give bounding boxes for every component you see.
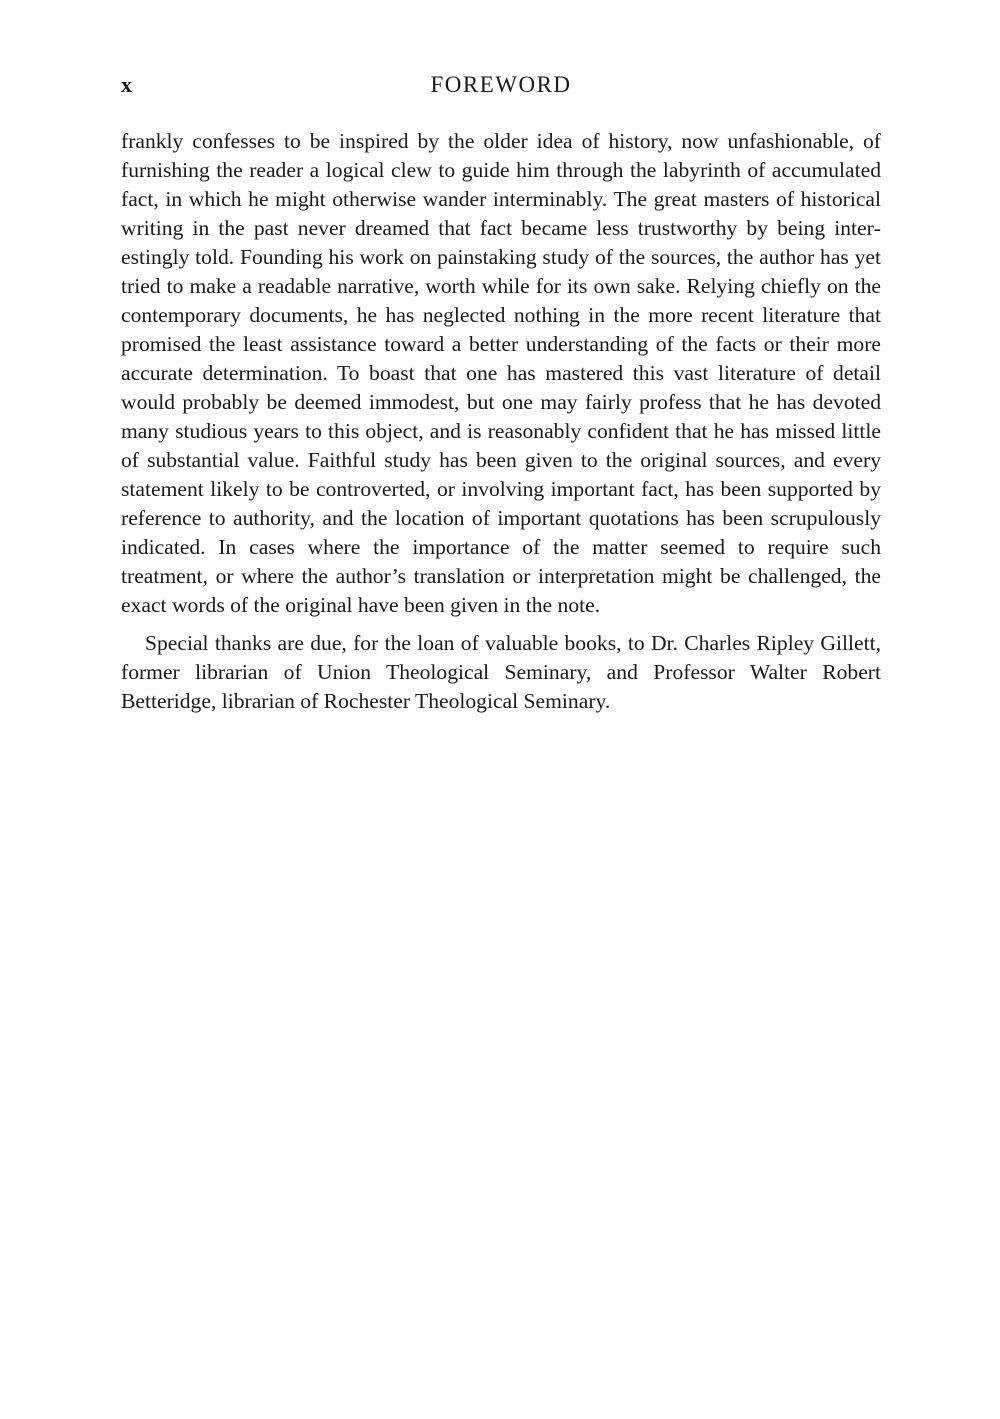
- page-number: x: [121, 72, 133, 97]
- running-head: [121, 72, 881, 106]
- paragraph-1: frankly confesses to be inspired by the older idea of history, now unfashionable, of furnishing the reader a logical clew to guide him through the labyrinth of accumulated fact, in which he might otherwise wander interminably. The great masters of historical writing in the past never dreamed that fact became less trustworthy by being interestingly told. Founding his work on painstaking study of the sources, the author has yet tried to make a readable narrative, worth while for its own sake. Relying chiefly on the contemporary documents, he has neglected nothing in the more recent literature that promised the least assistance toward a better understanding of the facts or their more accurate determination. To boast that one has mastered this vast literature of detail would probably be deemed immodest, but one may fairly profess that he has devoted many studious years to this object, and is reasonably confident that he has missed little of substantial value. Faithful study has been given to the original sources, and every statement likely to be controverted, or involving important fact, has been supported by reference to authority, and the location of important quotations has been scrupulously indicated. In cases where the importance of the matter seemed to require such treatment, or where the author’s translation or interpretation might be challenged, the exact words of the original have been given in the note.: [121, 129, 881, 617]
- chapter-title: FOREWORD: [430, 72, 572, 97]
- paragraph-2: Special thanks are due, for the loan of valuable books, to Dr. Charles Ripley Gillett, former librarian of Union Theological Seminary, and Professor Walter Robert Betteridge, librarian of Rochester Theological Seminary.: [121, 631, 881, 713]
- body-text: [121, 127, 881, 716]
